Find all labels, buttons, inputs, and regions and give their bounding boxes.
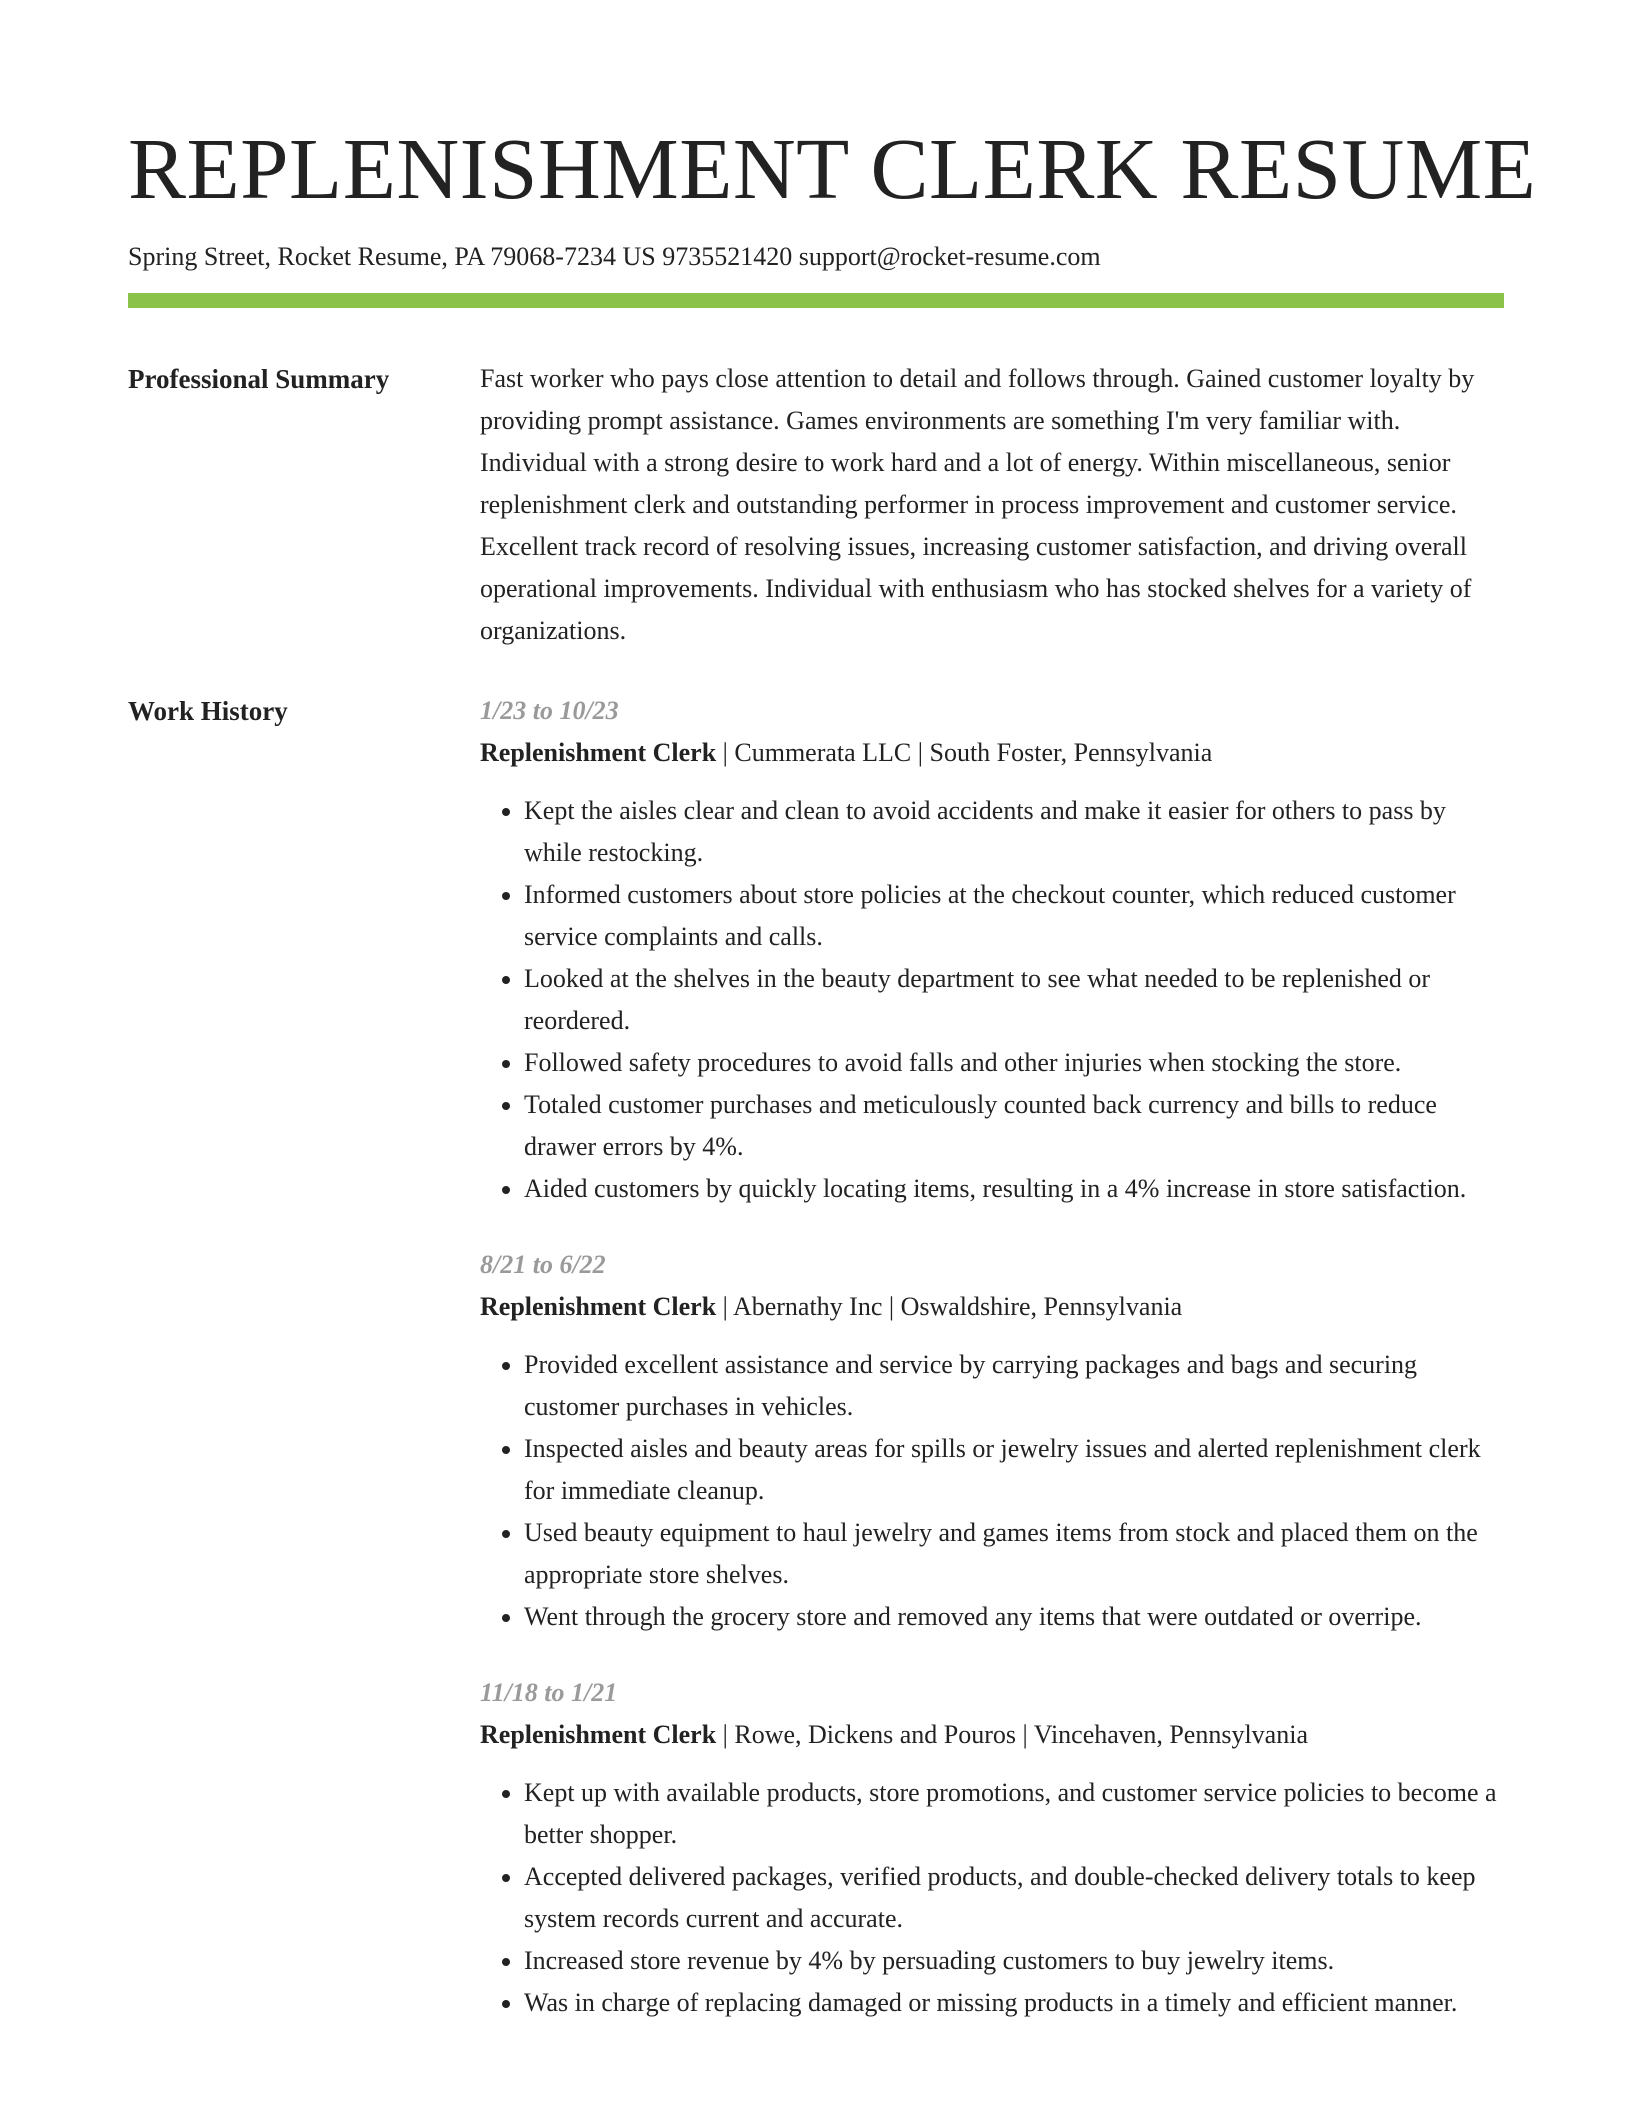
job-bullet: • Kept the aisles clear and clean to avoid accidents and make it easier for others to pass by while restocking. [524,790,1504,874]
job-bullet: • Provided excellent assistance and service by carrying packages and bags and securing customer purchases in vehicles. [524,1344,1504,1428]
job-bullet: • Aided customers by quickly locating items, resulting in a 4% increase in store satisfaction. [524,1168,1504,1210]
job-bullet: • Kept up with available products, store promotions, and customer service policies to become a better shopper. [524,1772,1504,1856]
job-title: Replenishment Clerk [480,738,717,767]
job-entry [480,1244,1504,1638]
resume-page [128,0,1537,2024]
job-bullet: • Inspected aisles and beauty areas for spills or jewelry issues and alerted replenishment clerk for immediate cleanup. [524,1428,1504,1512]
job-bullet: • Totaled customer purchases and meticulously counted back currency and bills to reduce drawer errors by 4%. [524,1084,1504,1168]
job-title: Replenishment Clerk [480,1292,717,1321]
job-bullet: • Went through the grocery store and removed any items that were outdated or overripe. [524,1596,1504,1638]
job-bullet: • Used beauty equipment to haul jewelry and games items from stock and placed them on the appropriate store shelves. [524,1512,1504,1596]
resume-title: REPLENISHMENT CLERK RESUME [128,120,1537,217]
summary-heading: Professional Summary [128,364,390,394]
summary-body [480,358,1504,652]
job-entry [480,1672,1504,2024]
job-bullet: • Increased store revenue by 4% by persuading customers to buy jewelry items. [524,1940,1504,1982]
job-dates: 1/23 to 10/23 [480,696,619,725]
job-title: Replenishment Clerk [480,1720,717,1749]
job-dates: 11/18 to 1/21 [480,1678,618,1707]
job-bullets [480,1772,1504,2024]
accent-divider [128,293,1504,308]
work-history-body [480,690,1504,2024]
job-heading [480,1714,1504,1756]
work-history-heading: Work History [128,696,288,726]
job-details: | Abernathy Inc | Oswaldshire, Pennsylvania [716,1292,1183,1321]
work-history-section [128,690,1504,2024]
job-heading [480,732,1504,774]
job-details: | Cummerata LLC | South Foster, Pennsylvania [716,738,1213,767]
contact-info: Spring Street, Rocket Resume, PA 79068-7234 US 9735521420 support@rocket-resume.com [128,242,1101,271]
job-bullets [480,1344,1504,1638]
job-bullet: • Looked at the shelves in the beauty department to see what needed to be replenished or reordered. [524,958,1504,1042]
job-bullets [480,790,1504,1210]
job-details: | Rowe, Dickens and Pouros | Vincehaven, Pennsylvania [716,1720,1308,1749]
job-heading [480,1286,1504,1328]
summary-section [128,358,1504,652]
job-dates: 8/21 to 6/22 [480,1250,606,1279]
job-bullet: • Followed safety procedures to avoid falls and other injuries when stocking the store. [524,1042,1504,1084]
job-entry [480,690,1504,1210]
job-bullet: • Accepted delivered packages, verified products, and double-checked delivery totals to keep system records current and accurate. [524,1856,1504,1940]
summary-text: Fast worker who pays close attention to detail and follows through. Gained customer loyalty by providing prompt assistance. Games environments are something I'm very familiar with. Individual with a strong desire to work hard and a lot of energy. Within miscellaneous, senior replenishment clerk and outstanding performer in process improvement and customer service. Excellent track record of resolving issues, increasing customer satisfaction, and driving overall operational improvements. Individual with enthusiasm who has stocked shelves for a variety of organizations. [480,364,1475,645]
job-bullet: • Informed customers about store policies at the checkout counter, which reduced customer service complaints and calls. [524,874,1504,958]
job-bullet: • Was in charge of replacing damaged or missing products in a timely and efficient manner. [524,1982,1504,2024]
